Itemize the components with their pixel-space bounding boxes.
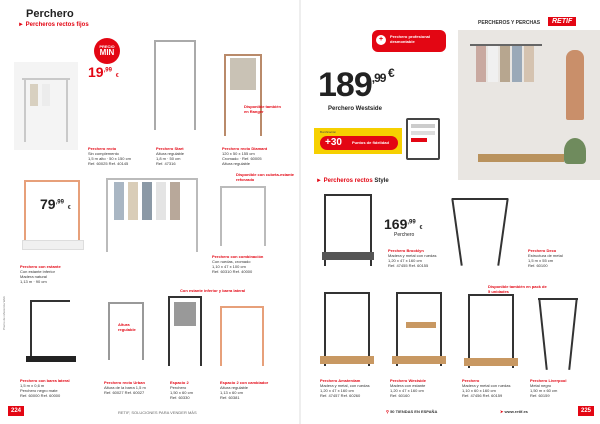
triangle-icon: ► [316, 178, 322, 184]
bonus-label: Puntos de fidelidad [352, 140, 389, 145]
product-name: Perchero Brooklyn [388, 248, 424, 253]
product-card-1 [88, 146, 142, 166]
bonus-small-label: Bonificación [320, 130, 337, 134]
product-name: Perchero recto [88, 146, 117, 151]
price-basic-int: 79 [40, 196, 56, 212]
product-specs: Con estante inferior Madera natural 1,13 m · 90 cm [20, 269, 55, 284]
product-image-deco [448, 190, 512, 268]
product-specs: Altura regulable 1,13 x 60 cm Ref. 60381 [220, 385, 249, 400]
bonus-pill [320, 136, 398, 150]
product-specs: Madera y metal, con ruedas 1,20 x 47 x 160 cm Ref. 47457 Ref. 60260 [320, 383, 370, 398]
plus-icon: + [376, 35, 386, 45]
section-title-text: Percheros rectos [323, 178, 373, 184]
right-product-card-5 [462, 378, 526, 398]
product-card-6 [20, 378, 82, 398]
product-specs: Madera y metal con ruedas 1,20 x 47 x 160 cm Ref. 47455 Ref. 60155 [388, 253, 437, 268]
section-title-right [316, 178, 389, 184]
promo-badge [94, 38, 120, 64]
available-note: Disponible también en pack de 5 unidades [488, 284, 547, 294]
big-price-label: Perchero Westside [328, 106, 382, 112]
product-image-shelf-rack [14, 180, 90, 260]
right-product-card-6 [530, 378, 592, 398]
section-subtitle-text: Percheros rectos fijos [25, 22, 89, 28]
product-image-espacio-rack [166, 296, 204, 368]
product-name: Perchero Deco [528, 248, 557, 253]
promo-badge-line1: PRECIO [99, 44, 115, 49]
callout-box [372, 30, 446, 52]
product-name: Perchero Amsterdam [320, 378, 361, 383]
product-image-westside [392, 292, 446, 372]
product-card-8 [170, 380, 216, 400]
price-main-int: 19 [88, 64, 104, 80]
product-name: Perchero con combinación [212, 254, 264, 259]
product-name: Espacio 2 con cambiador [220, 380, 269, 385]
price-main-dec: 99 [105, 67, 112, 74]
product-image-diamant-rack [222, 50, 264, 140]
product-image-collab-rack [220, 186, 266, 246]
big-price-dec: 99 [374, 71, 386, 85]
price-basic-dec: 99 [57, 199, 64, 206]
brand-logo: RETIF [548, 17, 576, 26]
side-label: Precio de referencia Web [2, 296, 6, 330]
note-4: Con estante inferior y barra lateral [180, 288, 246, 293]
product-image-lateral-rack [24, 296, 78, 366]
product-name: Perchero [462, 378, 480, 383]
website-footer[interactable] [500, 409, 528, 414]
product-specs: Con ruedas, cromado 1,10 x 47 x 100 cm Ref. 60310 Ref. 40000 [212, 259, 253, 274]
product-name: Perchero recto Diamant [222, 146, 268, 151]
product-name: Perchero con barra lateral [20, 378, 70, 383]
footer-left: RETIF, SOLUCIONES PARA VENDER MÁS [118, 410, 197, 415]
product-card-4 [20, 264, 80, 284]
note-2: Disponible con cubeta-estante reforzado [236, 172, 295, 182]
promo-badge-line2: MIN [99, 48, 115, 57]
product-specs: Madera y metal con ruedas 1,10 x 60 x 160 cm Ref. 47456 Ref. 60159 [462, 383, 511, 398]
product-name: Perchero recto Urban [104, 380, 145, 385]
bonus-box [314, 128, 402, 154]
product-specs: Sin complemento 1,5 m alto · 50 x 150 cm Ref. 60025 Ref. 40145 [88, 151, 131, 166]
product-card-7 [104, 380, 166, 395]
product-name: Perchero Westside [390, 378, 426, 383]
stores-footer [386, 409, 437, 414]
price-mid-label: Perchero [394, 232, 415, 238]
right-product-card-1 [388, 248, 446, 268]
page-gutter [299, 0, 301, 424]
product-image-liverpool [536, 294, 580, 372]
price-mid-currency: € [419, 225, 423, 231]
product-image-espacio-changer [220, 306, 264, 368]
product-image-start-rack [150, 36, 200, 136]
product-specs: Altura regulable 1,8 m · 50 cm Ref. 47316 [156, 151, 185, 166]
product-specs: 120 x 50 x 155 cm Cromado · Ref. 60005 Altura regulable [222, 151, 262, 166]
product-name: Perchero Start [156, 146, 184, 151]
note-3: Altura regulable [118, 322, 136, 332]
price-mid-int: 169 [384, 216, 408, 232]
product-name: Perchero Liverpool [530, 378, 567, 383]
right-product-card-2 [528, 248, 590, 268]
product-image-brooklyn [320, 194, 376, 272]
product-image-combination-rack [100, 172, 204, 256]
big-price-int: 189 [318, 66, 372, 104]
website-footer-text[interactable]: www.retif.es [504, 409, 528, 414]
price-mid: $169^{,99}$ € [384, 216, 423, 232]
product-image-basic-rack [14, 62, 78, 150]
product-image-amsterdam [320, 292, 374, 372]
price-basic-currency: € [67, 205, 71, 211]
right-product-card-3 [320, 378, 384, 398]
price-mid-dec: 99 [409, 219, 416, 226]
tablet-icon [406, 118, 440, 160]
section-subtitle [18, 22, 89, 28]
page-header: PERCHEROS Y PERCHAS [478, 20, 541, 26]
product-name: Perchero con estante [20, 264, 61, 269]
stores-footer-text: 50 TIENDAS EN ESPAÑA [390, 409, 438, 414]
price-main: $19^{,99}$ € [88, 64, 119, 80]
page-title: Perchero [26, 8, 74, 20]
product-card-5 [212, 254, 292, 274]
product-specs: Perchero 1,50 x 60 cm Ref. 60330 [170, 385, 193, 400]
section-title-style: Style [374, 178, 389, 184]
triangle-icon: ► [18, 22, 24, 28]
page-number-right: 225 [578, 406, 594, 416]
cursor-icon: ➤ [500, 409, 504, 414]
product-specs: 1,5 m x 0,6 m Perchero negro mate Ref. 60000 Ref. 60000 [20, 383, 61, 398]
price-main-currency: € [115, 73, 119, 79]
location-pin-icon: ⚲ [386, 409, 389, 414]
right-product-card-4 [390, 378, 454, 398]
product-card-2 [156, 146, 210, 166]
product-specs: Altura de la barra 1,5 m Ref. 60027 Ref. 60027 [104, 385, 146, 395]
product-specs: Madera con estante 1,20 x 47 x 160 cm Ref. 60160 [390, 383, 426, 398]
note-1: Disponible también en Ranger [244, 104, 281, 114]
product-specs: Metal negro 1,50 m x 60 cm Ref. 60159 [530, 383, 558, 398]
product-card-9 [220, 380, 284, 400]
bonus-value: +30 [325, 137, 342, 148]
big-price-currency: € [388, 66, 394, 80]
product-name: Espacio 2 [170, 380, 189, 385]
product-specs: Estructura de metal 1,5 m x 55 cm Ref. 60100 [528, 253, 563, 268]
showroom-photo [458, 30, 600, 180]
page-number-left: 224 [8, 406, 24, 416]
callout-text: Perchero profesional desmontable [390, 34, 431, 44]
price-basic: $79^{,99}$ € [40, 196, 71, 212]
product-card-3 [222, 146, 292, 166]
product-image-perchero [464, 294, 518, 374]
big-price: $189^{,99}$ € [318, 66, 394, 104]
product-image-urban-rack [104, 302, 148, 364]
